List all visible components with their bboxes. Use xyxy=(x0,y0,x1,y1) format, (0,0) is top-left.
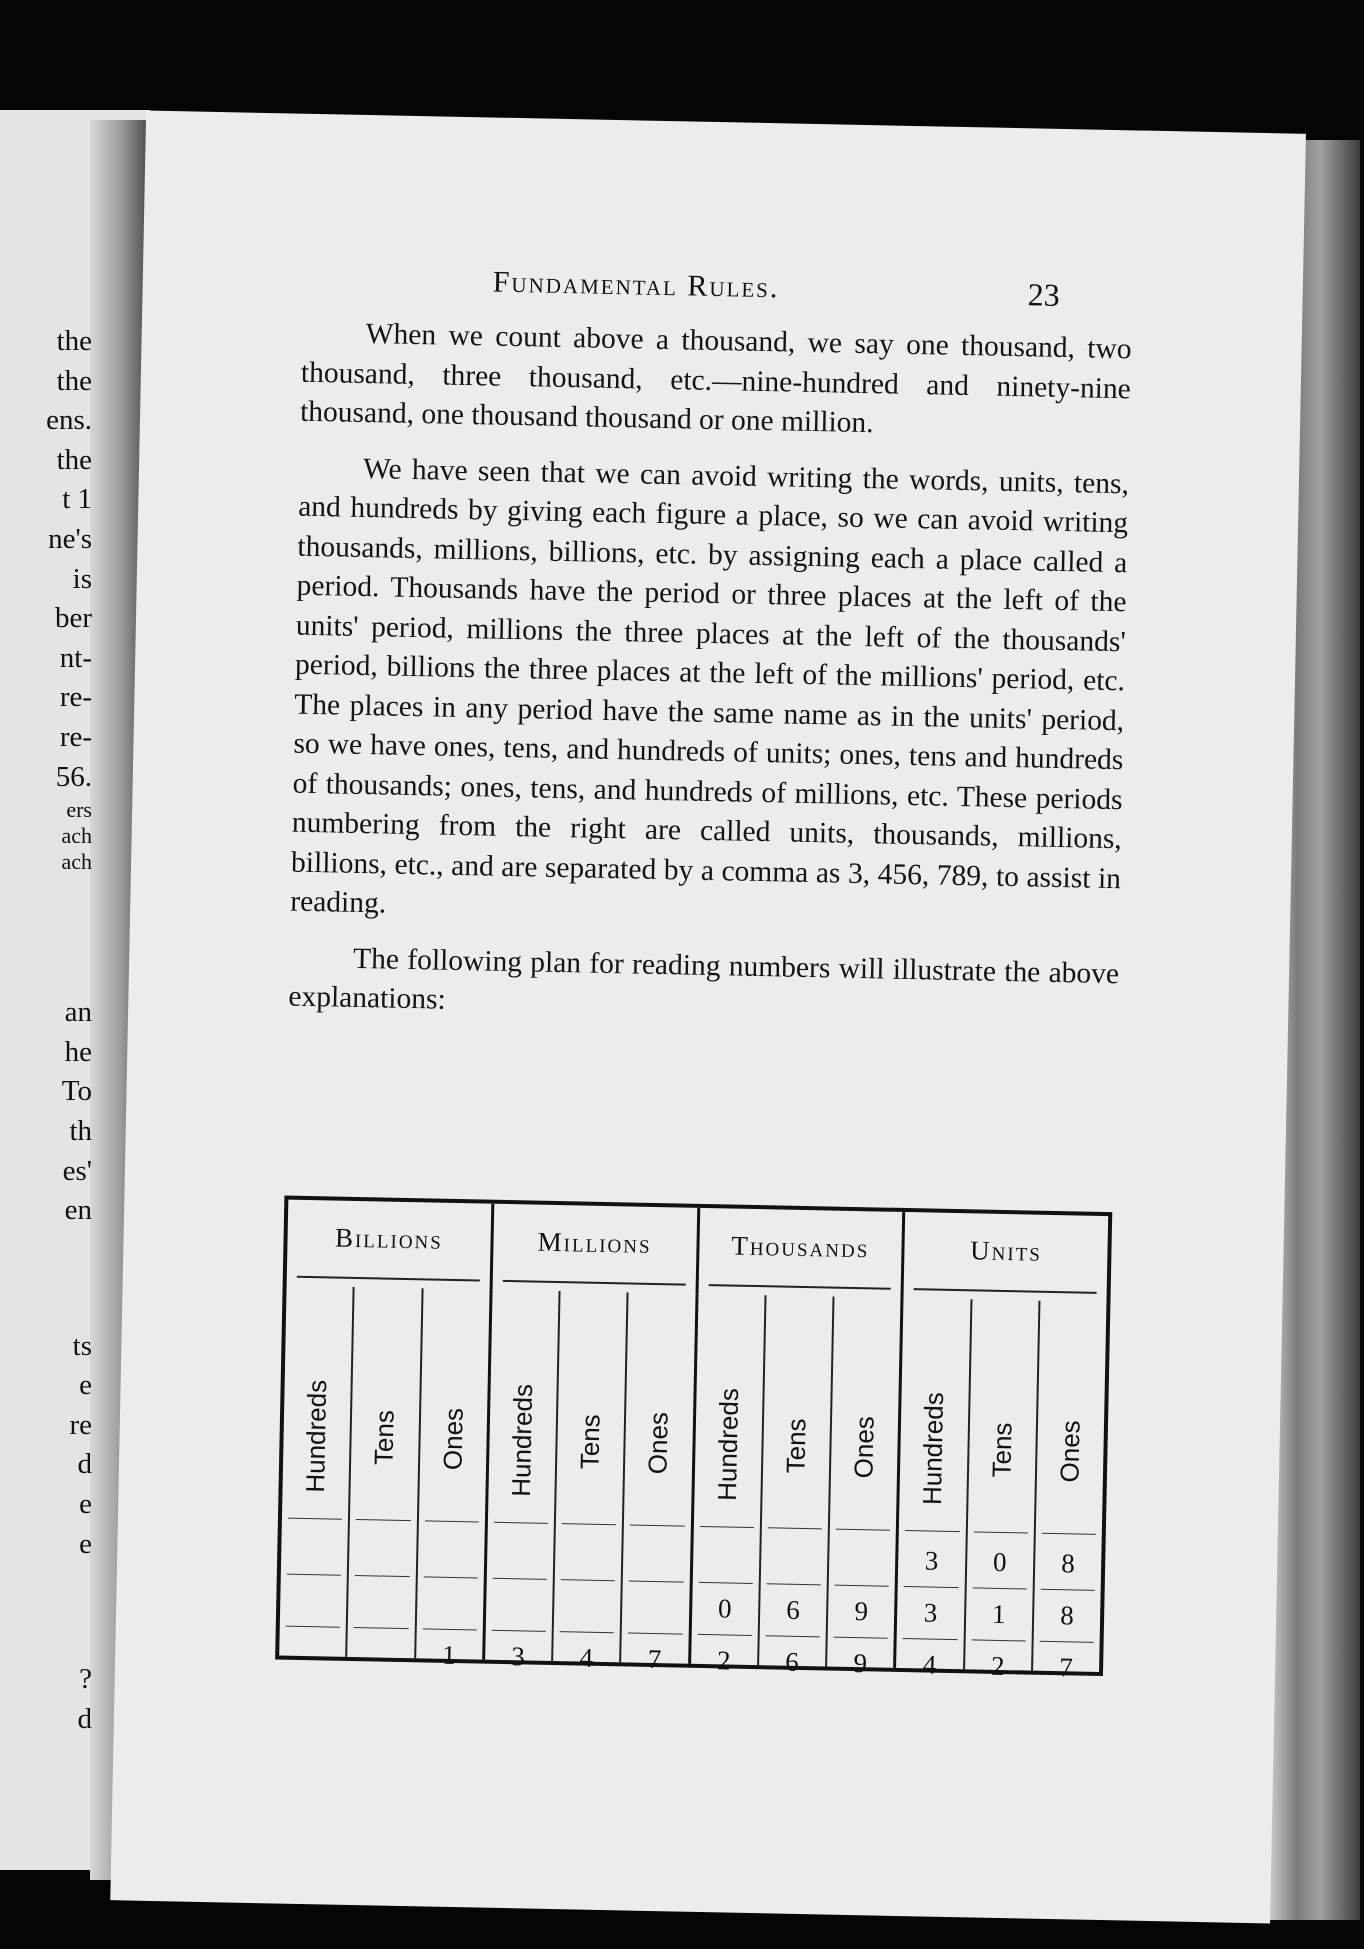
row-rule xyxy=(562,1523,616,1525)
digit-cell: 7 xyxy=(1058,1652,1074,1683)
left-page-fragment: en xyxy=(64,1194,92,1227)
place-column xyxy=(553,1291,629,1673)
left-page-fragment: ber xyxy=(54,602,92,635)
row-rule xyxy=(424,1520,478,1522)
row-rule xyxy=(494,1522,548,1524)
period-header: Units xyxy=(904,1212,1108,1302)
digit-cell: 4 xyxy=(579,1642,594,1673)
digit-cell: 3 xyxy=(511,1641,526,1672)
left-page-fragment: ? xyxy=(79,1663,92,1696)
column-label: Hundreds xyxy=(917,1391,950,1506)
book-page xyxy=(110,111,1306,1924)
page-number: 23 xyxy=(1027,276,1061,313)
place-value-table xyxy=(275,1196,1112,1683)
row-rule xyxy=(973,1531,1027,1533)
left-page-fragment: 56. xyxy=(55,760,92,793)
column-label: Tens xyxy=(368,1409,401,1466)
row-rule xyxy=(423,1576,477,1578)
left-page-fragment: ach xyxy=(61,849,92,875)
left-page-fragment: d xyxy=(77,1702,92,1735)
left-page-fragment: re xyxy=(69,1408,92,1441)
row-rule xyxy=(630,1525,684,1527)
place-columns xyxy=(279,1286,1106,1683)
column-label: Tens xyxy=(574,1413,606,1470)
row-rule xyxy=(836,1529,890,1531)
paragraph: We have seen that we can avoid writing the words, units, tens, and hundreds by giving each figure a place, so we can avoid writing thousands, millions, billions, etc. by assigning each a place called a period. Thousands have the period or three places at the left of the units' period, millions the three places at the left of the thousands' period, billions the three places at the left of the millions' period, etc. The places in any period have the same name as in the units' period, so we have ones, tens, and hundreds of units; ones, tens and hundreds of thousands; ones, tens, and hundreds of millions, etc. These periods numbering from the right are called units, thousands, millions, billions, etc., and are separated by a comma as 3, 456, 789, to assist in reading. xyxy=(290,452,1130,920)
digit-cell: 9 xyxy=(853,1648,868,1679)
left-page-fragment: To xyxy=(61,1075,92,1108)
row-rule xyxy=(699,1526,753,1528)
row-rule xyxy=(356,1519,410,1521)
row-rule xyxy=(288,1518,342,1520)
place-column xyxy=(827,1297,904,1679)
column-label: Ones xyxy=(848,1415,880,1479)
row-rule xyxy=(287,1574,341,1576)
left-page-fragment: e xyxy=(79,1488,92,1521)
digit-cell: 4 xyxy=(922,1649,937,1680)
left-page-fragment: es' xyxy=(62,1154,92,1187)
column-label: Hundreds xyxy=(711,1387,744,1502)
row-rule xyxy=(354,1627,408,1629)
column-label: Ones xyxy=(437,1407,469,1471)
row-rule xyxy=(629,1581,683,1583)
place-column xyxy=(416,1288,493,1671)
running-head: Fundamental Rules. xyxy=(492,265,780,305)
row-rule xyxy=(1042,1533,1096,1535)
row-rule xyxy=(561,1579,615,1581)
digit-cell: 8 xyxy=(1061,1548,1076,1579)
left-page-text xyxy=(4,322,92,1739)
digit-cell: 9 xyxy=(854,1596,869,1627)
left-page-fragment: ers xyxy=(66,797,92,823)
left-page-fragment: th xyxy=(69,1114,92,1147)
left-page-fragment: is xyxy=(72,562,92,595)
row-rule xyxy=(355,1575,409,1577)
left-page-fragment: d xyxy=(77,1448,92,1481)
left-page-fragment: re- xyxy=(59,681,92,714)
column-label: Hundreds xyxy=(505,1383,539,1498)
place-column xyxy=(759,1295,835,1677)
paragraph: When we count above a thousand, we say one thousand, two thousand, three thousand, etc.—nine-hundred and ninety-nine thousand, one thousand thousand or one million. xyxy=(299,317,1132,440)
left-page-fragment: an xyxy=(64,996,92,1029)
paragraph: The following plan for reading numbers will illustrate the above explanations: xyxy=(288,942,1120,1016)
left-page-fragment: the xyxy=(56,364,92,397)
digit-cell: 6 xyxy=(786,1594,801,1625)
left-page-fragment: re- xyxy=(59,720,92,753)
period-header: Billions xyxy=(287,1200,494,1290)
period-header: Thousands xyxy=(698,1208,905,1298)
digit-cell: 6 xyxy=(785,1646,800,1677)
row-rule xyxy=(905,1530,959,1532)
place-column xyxy=(347,1287,423,1658)
digit-cell: 2 xyxy=(716,1645,731,1676)
row-rule xyxy=(768,1527,822,1529)
left-page-fragment: ach xyxy=(61,823,92,849)
left-page-fragment: t 1 xyxy=(62,483,92,516)
column-label: Ones xyxy=(642,1411,675,1475)
row-rule xyxy=(286,1626,340,1628)
left-page-fragment: ts xyxy=(72,1329,92,1362)
left-page-fragment: the xyxy=(56,443,92,476)
left-page-fragment: ne's xyxy=(48,522,92,555)
digit-cell: 8 xyxy=(1059,1600,1075,1631)
digit-cell: 1 xyxy=(441,1639,456,1671)
body-text xyxy=(288,314,1132,1050)
period-headers xyxy=(287,1200,1109,1302)
column-label: Tens xyxy=(780,1418,812,1474)
place-column xyxy=(621,1292,698,1675)
digit-cell: 7 xyxy=(647,1643,662,1675)
row-rule xyxy=(493,1578,547,1580)
left-page-fragment: nt- xyxy=(59,641,92,674)
column-label: Hundreds xyxy=(300,1379,333,1493)
left-page-fragment: the xyxy=(56,325,92,357)
column-label: Tens xyxy=(986,1422,1018,1478)
place-column xyxy=(1033,1301,1107,1683)
column-label: Ones xyxy=(1054,1419,1086,1483)
left-page-fragment: ens. xyxy=(46,404,92,437)
place-column xyxy=(485,1290,561,1672)
left-page-fragment: he xyxy=(64,1035,92,1068)
digit-cell: 0 xyxy=(717,1593,732,1624)
period-header: Millions xyxy=(492,1204,699,1294)
digit-cell: 1 xyxy=(991,1598,1006,1630)
place-column xyxy=(279,1286,355,1657)
left-page-fragment: e xyxy=(79,1527,92,1560)
place-column xyxy=(691,1294,767,1676)
left-page-fragment: e xyxy=(79,1369,92,1402)
digit-cell: 2 xyxy=(990,1650,1005,1682)
place-column xyxy=(896,1298,972,1680)
digit-cell: 3 xyxy=(923,1597,938,1628)
digit-cell: 0 xyxy=(992,1546,1007,1578)
place-column xyxy=(965,1299,1041,1682)
digit-cell: 3 xyxy=(924,1545,939,1576)
